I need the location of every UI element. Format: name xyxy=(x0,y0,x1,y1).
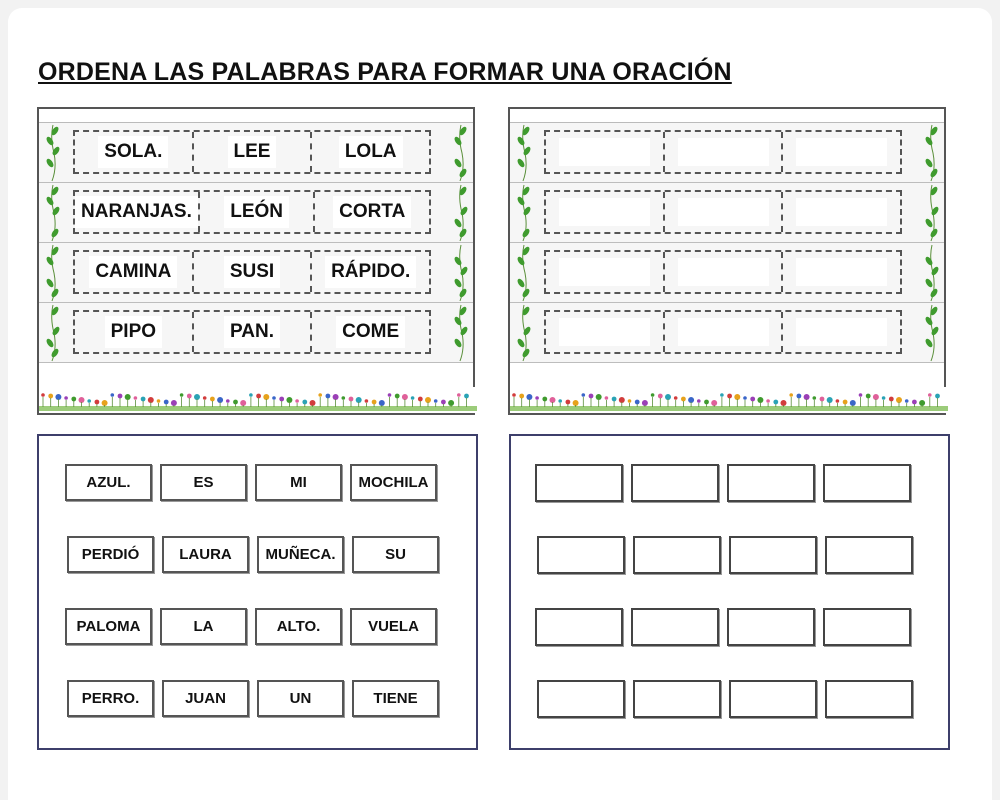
word-tile[interactable]: PAN. xyxy=(224,316,280,348)
answer-box[interactable] xyxy=(727,464,815,502)
flower-border-decoration xyxy=(39,387,477,413)
leaf-vine-icon xyxy=(924,123,940,183)
leaf-vine-icon xyxy=(453,303,469,363)
word-slot xyxy=(312,252,429,292)
word-cards-panel xyxy=(37,434,478,750)
word-card-row xyxy=(65,608,437,645)
word-card[interactable]: AZUL. xyxy=(65,464,152,501)
answer-drop-slot[interactable] xyxy=(665,312,784,352)
word-tile[interactable]: LOLA xyxy=(339,136,403,168)
word-card-row xyxy=(65,464,437,501)
leaf-vine-icon xyxy=(924,243,940,303)
word-tile[interactable]: LEÓN xyxy=(224,196,289,228)
answer-box-row xyxy=(535,608,911,646)
word-strips-panel xyxy=(37,107,475,415)
answer-drop-slot[interactable] xyxy=(783,192,900,232)
dashed-strip xyxy=(73,130,431,174)
leaf-vine-icon xyxy=(516,123,532,183)
word-card[interactable]: LA xyxy=(160,608,247,645)
word-strip-row xyxy=(39,243,473,303)
word-strip-row xyxy=(39,303,473,363)
word-card-row xyxy=(67,536,439,573)
word-slot xyxy=(75,252,194,292)
word-strip-row xyxy=(39,183,473,243)
answer-drop-slot[interactable] xyxy=(546,312,665,352)
word-card[interactable]: ES xyxy=(160,464,247,501)
answer-cards-panel xyxy=(509,434,950,750)
word-card[interactable]: MI xyxy=(255,464,342,501)
word-slot xyxy=(75,192,200,232)
answer-box-row xyxy=(537,536,913,574)
answer-box[interactable] xyxy=(537,536,625,574)
leaf-vine-icon xyxy=(453,123,469,183)
word-tile[interactable]: SUSI xyxy=(224,256,280,288)
answer-strips-panel xyxy=(508,107,946,415)
word-card[interactable]: JUAN xyxy=(162,680,249,717)
worksheet-title: ORDENA LAS PALABRAS PARA FORMAR UNA ORACIÓN xyxy=(38,58,732,86)
word-card[interactable]: PALOMA xyxy=(65,608,152,645)
answer-box-row xyxy=(535,464,911,502)
answer-box[interactable] xyxy=(535,464,623,502)
answer-drop-slot[interactable] xyxy=(783,312,900,352)
leaf-vine-icon xyxy=(924,303,940,363)
word-tile[interactable]: COME xyxy=(336,316,405,348)
word-slot xyxy=(315,192,429,232)
dashed-strip xyxy=(544,190,902,234)
word-slot xyxy=(194,252,313,292)
blank-area xyxy=(796,318,887,346)
answer-drop-slot[interactable] xyxy=(546,132,665,172)
answer-box[interactable] xyxy=(825,536,913,574)
word-slot xyxy=(75,132,194,172)
blank-area xyxy=(796,258,887,286)
blank-area xyxy=(678,138,769,166)
answer-box[interactable] xyxy=(729,680,817,718)
word-tile[interactable]: LEE xyxy=(228,136,277,168)
word-slot xyxy=(75,312,194,352)
leaf-vine-icon xyxy=(453,183,469,243)
answer-drop-slot[interactable] xyxy=(783,132,900,172)
word-card[interactable]: PERRO. xyxy=(67,680,154,717)
leaf-vine-icon xyxy=(924,183,940,243)
answer-box[interactable] xyxy=(727,608,815,646)
answer-box[interactable] xyxy=(823,608,911,646)
blank-area xyxy=(796,198,887,226)
answer-box[interactable] xyxy=(631,464,719,502)
answer-box[interactable] xyxy=(537,680,625,718)
answer-strip-row xyxy=(510,243,944,303)
word-slot xyxy=(312,132,429,172)
leaf-vine-icon xyxy=(45,303,61,363)
blank-area xyxy=(559,258,650,286)
word-tile[interactable]: RÁPIDO. xyxy=(325,256,416,288)
dashed-strip xyxy=(73,310,431,354)
word-tile[interactable]: PIPO xyxy=(105,316,162,348)
leaf-vine-icon xyxy=(516,243,532,303)
answer-strip-row xyxy=(510,303,944,363)
strip-panel-top-bar xyxy=(510,109,944,123)
blank-area xyxy=(559,198,650,226)
answer-drop-slot[interactable] xyxy=(665,132,784,172)
leaf-vine-icon xyxy=(45,123,61,183)
answer-drop-slot[interactable] xyxy=(665,252,784,292)
answer-box[interactable] xyxy=(633,680,721,718)
answer-box[interactable] xyxy=(631,608,719,646)
answer-box[interactable] xyxy=(825,680,913,718)
word-card[interactable]: TIENE xyxy=(352,680,439,717)
leaf-vine-icon xyxy=(516,303,532,363)
flower-border-decoration xyxy=(510,387,948,413)
word-tile[interactable]: CAMINA xyxy=(89,256,177,288)
word-tile[interactable]: CORTA xyxy=(333,196,411,228)
leaf-vine-icon xyxy=(453,243,469,303)
answer-strip-row xyxy=(510,183,944,243)
answer-box[interactable] xyxy=(729,536,817,574)
word-card-row xyxy=(67,680,439,717)
word-card[interactable]: SU xyxy=(352,536,439,573)
dashed-strip xyxy=(73,250,431,294)
leaf-vine-icon xyxy=(45,183,61,243)
strip-panel-top-bar xyxy=(39,109,473,123)
dashed-strip xyxy=(544,310,902,354)
word-card[interactable]: PERDIÓ xyxy=(67,536,154,573)
word-card[interactable]: ALTO. xyxy=(255,608,342,645)
word-card[interactable]: UN xyxy=(257,680,344,717)
word-tile[interactable]: NARANJAS. xyxy=(75,196,198,228)
word-card[interactable]: VUELA xyxy=(350,608,437,645)
word-slot xyxy=(200,192,316,232)
dashed-strip xyxy=(544,250,902,294)
dashed-strip xyxy=(73,190,431,234)
answer-box[interactable] xyxy=(823,464,911,502)
word-strip-row xyxy=(39,123,473,183)
leaf-vine-icon xyxy=(516,183,532,243)
word-slot xyxy=(194,132,313,172)
answer-box-row xyxy=(537,680,913,718)
word-slot xyxy=(194,312,313,352)
answer-strip-row xyxy=(510,123,944,183)
word-card[interactable]: LAURA xyxy=(162,536,249,573)
blank-area xyxy=(559,138,650,166)
blank-area xyxy=(678,258,769,286)
blank-area xyxy=(559,318,650,346)
blank-area xyxy=(796,138,887,166)
answer-box[interactable] xyxy=(535,608,623,646)
word-card[interactable]: MUÑECA. xyxy=(257,536,344,573)
word-tile[interactable]: SOLA. xyxy=(98,136,168,168)
word-card[interactable]: MOCHILA xyxy=(350,464,437,501)
blank-area xyxy=(678,318,769,346)
answer-box[interactable] xyxy=(633,536,721,574)
blank-area xyxy=(678,198,769,226)
dashed-strip xyxy=(544,130,902,174)
answer-drop-slot[interactable] xyxy=(665,192,784,232)
word-slot xyxy=(312,312,429,352)
answer-drop-slot[interactable] xyxy=(546,252,665,292)
leaf-vine-icon xyxy=(45,243,61,303)
answer-drop-slot[interactable] xyxy=(546,192,665,232)
answer-drop-slot[interactable] xyxy=(783,252,900,292)
